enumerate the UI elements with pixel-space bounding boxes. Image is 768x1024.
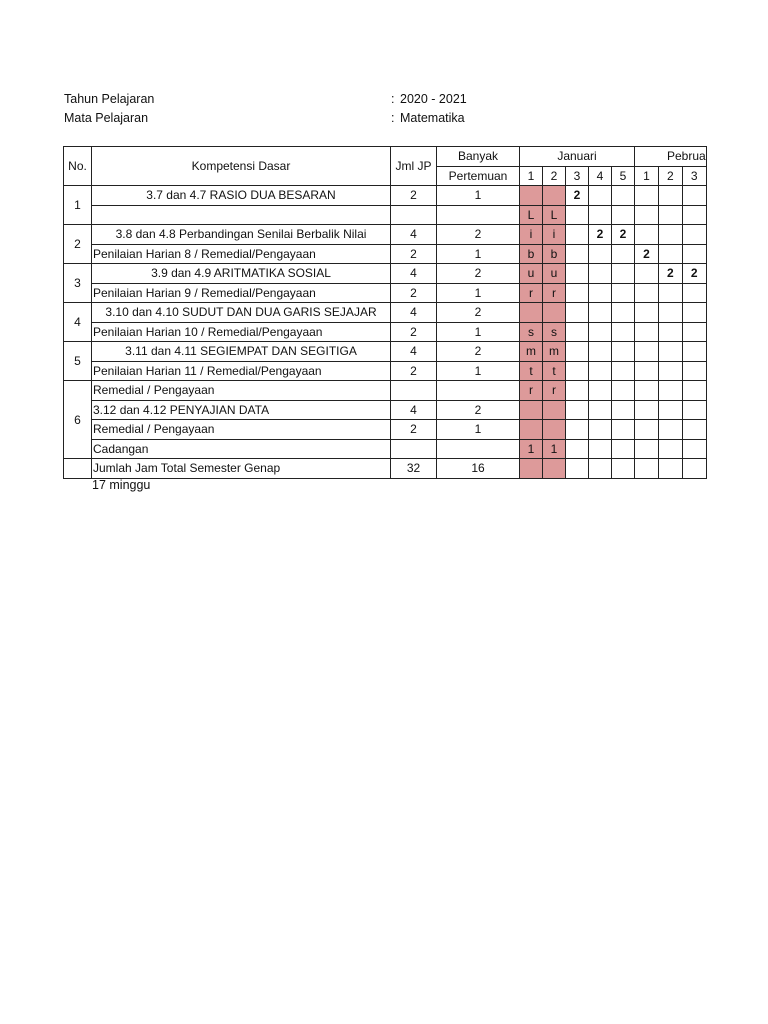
week-cell	[658, 439, 682, 459]
week-cell	[658, 420, 682, 440]
pertemuan-cell	[437, 381, 520, 401]
total-row	[64, 459, 707, 479]
row-number: 4	[64, 303, 92, 342]
kompetensi-cell: Penilaian Harian 9 / Remedial/Pengayaan	[92, 283, 391, 303]
week-cell	[635, 381, 659, 401]
week-cell	[612, 186, 635, 206]
year-label: Tahun Pelajaran	[64, 92, 155, 106]
week-cell	[612, 322, 635, 342]
pertemuan-cell: 2	[437, 225, 520, 245]
holiday-week-cell: s	[520, 322, 543, 342]
kompetensi-cell: 3.8 dan 4.8 Perbandingan Senilai Berbalik Nilai	[92, 225, 391, 245]
holiday-week-cell: 1	[520, 439, 543, 459]
table-row	[64, 361, 707, 381]
week-cell: 2	[612, 225, 635, 245]
week-cell	[635, 264, 659, 284]
holiday-week-cell	[520, 459, 543, 479]
table-row	[64, 186, 707, 206]
week-cell	[566, 225, 589, 245]
week-cell	[589, 459, 612, 479]
week-cell	[682, 186, 706, 206]
holiday-week-cell: r	[520, 381, 543, 401]
table-row	[64, 420, 707, 440]
jp-cell	[391, 439, 437, 459]
week-cell	[658, 244, 682, 264]
holiday-week-cell: r	[543, 381, 566, 401]
row-number	[64, 459, 92, 479]
week-cell	[612, 439, 635, 459]
week-cell	[566, 439, 589, 459]
week-cell	[658, 283, 682, 303]
week-cell	[635, 303, 659, 323]
jp-cell: 2	[391, 244, 437, 264]
week-cell	[682, 322, 706, 342]
week-cell	[589, 342, 612, 362]
jp-cell: 2	[391, 283, 437, 303]
week-cell	[612, 244, 635, 264]
kompetensi-cell	[92, 205, 391, 225]
kompetensi-cell: Cadangan	[92, 439, 391, 459]
holiday-week-cell: t	[543, 361, 566, 381]
kompetensi-cell: 3.9 dan 4.9 ARITMATIKA SOSIAL	[92, 264, 391, 284]
week-cell	[682, 205, 706, 225]
week-cell	[566, 322, 589, 342]
week-cell	[658, 322, 682, 342]
pertemuan-cell: 2	[437, 264, 520, 284]
week-cell	[635, 342, 659, 362]
week-cell	[566, 420, 589, 440]
kompetensi-cell: 3.12 dan 4.12 PENYAJIAN DATA	[92, 400, 391, 420]
col-pertemuan-header: Pertemuan	[437, 166, 520, 186]
week-cell	[635, 439, 659, 459]
week-cell	[566, 244, 589, 264]
holiday-week-cell	[543, 186, 566, 206]
week-cell	[635, 186, 659, 206]
week-cell	[612, 381, 635, 401]
holiday-week-cell	[520, 303, 543, 323]
holiday-week-cell: u	[520, 264, 543, 284]
pertemuan-cell: 1	[437, 186, 520, 206]
week-cell	[635, 205, 659, 225]
week-cell	[682, 283, 706, 303]
week-header: 3	[566, 166, 589, 186]
table-row	[64, 381, 707, 401]
jp-cell: 4	[391, 400, 437, 420]
pertemuan-cell: 1	[437, 244, 520, 264]
week-cell: 2	[682, 264, 706, 284]
week-cell	[682, 459, 706, 479]
table-row	[64, 400, 707, 420]
week-cell	[566, 205, 589, 225]
week-cell	[682, 225, 706, 245]
week-cell	[589, 244, 612, 264]
week-cell	[589, 381, 612, 401]
week-cell: 2	[658, 264, 682, 284]
row-number: 6	[64, 381, 92, 459]
jp-cell: 4	[391, 264, 437, 284]
week-cell	[658, 342, 682, 362]
week-cell	[658, 205, 682, 225]
jp-cell: 4	[391, 303, 437, 323]
jp-cell: 4	[391, 342, 437, 362]
holiday-week-cell: L	[543, 205, 566, 225]
week-cell	[612, 361, 635, 381]
week-header: 2	[543, 166, 566, 186]
kompetensi-cell: Penilaian Harian 10 / Remedial/Pengayaan	[92, 322, 391, 342]
week-cell	[589, 439, 612, 459]
week-cell	[635, 420, 659, 440]
year-value: 2020 - 2021	[400, 92, 467, 106]
week-header: 1	[520, 166, 543, 186]
week-header: 4	[589, 166, 612, 186]
month-february: Pebrua	[635, 147, 707, 167]
holiday-week-cell: i	[520, 225, 543, 245]
col-banyak-header: Banyak	[437, 147, 520, 167]
table-row	[64, 303, 707, 323]
kompetensi-cell: Remedial / Pengayaan	[92, 381, 391, 401]
row-number: 5	[64, 342, 92, 381]
week-cell	[589, 420, 612, 440]
jp-cell	[391, 205, 437, 225]
week-cell	[589, 400, 612, 420]
table-row	[64, 322, 707, 342]
week-cell	[682, 361, 706, 381]
pertemuan-cell: 2	[437, 400, 520, 420]
holiday-week-cell: r	[520, 283, 543, 303]
week-cell	[658, 400, 682, 420]
jp-cell: 4	[391, 225, 437, 245]
table-row	[64, 342, 707, 362]
week-cell	[682, 400, 706, 420]
holiday-week-cell	[520, 186, 543, 206]
pertemuan-cell	[437, 205, 520, 225]
week-cell	[612, 264, 635, 284]
week-cell	[682, 439, 706, 459]
table-row	[64, 283, 707, 303]
pertemuan-cell	[437, 439, 520, 459]
week-cell	[635, 400, 659, 420]
week-header: 3	[682, 166, 706, 186]
week-cell	[658, 381, 682, 401]
jp-cell: 32	[391, 459, 437, 479]
week-cell	[635, 361, 659, 381]
pertemuan-cell: 1	[437, 420, 520, 440]
week-cell	[682, 244, 706, 264]
pertemuan-cell: 2	[437, 342, 520, 362]
jp-cell	[391, 381, 437, 401]
week-cell	[682, 420, 706, 440]
week-cell	[589, 303, 612, 323]
week-cell	[589, 283, 612, 303]
week-cell	[612, 420, 635, 440]
pertemuan-cell: 2	[437, 303, 520, 323]
holiday-week-cell: u	[543, 264, 566, 284]
week-cell	[612, 205, 635, 225]
pertemuan-cell: 1	[437, 361, 520, 381]
holiday-week-cell: m	[543, 342, 566, 362]
holiday-week-cell: r	[543, 283, 566, 303]
holiday-week-cell	[543, 459, 566, 479]
col-no-header: No.	[64, 147, 92, 186]
holiday-week-cell	[520, 400, 543, 420]
year-colon: :	[391, 92, 395, 106]
week-cell	[589, 205, 612, 225]
week-header: 5	[612, 166, 635, 186]
week-cell	[682, 303, 706, 323]
kompetensi-cell: Penilaian Harian 11 / Remedial/Pengayaan	[92, 361, 391, 381]
week-header: 2	[658, 166, 682, 186]
holiday-week-cell	[543, 420, 566, 440]
week-cell	[612, 342, 635, 362]
col-kd-header: Kompetensi Dasar	[92, 147, 391, 186]
week-cell	[612, 283, 635, 303]
col-jp-header: Jml JP	[391, 147, 437, 186]
week-cell: 2	[635, 244, 659, 264]
week-cell: 2	[589, 225, 612, 245]
week-header: 1	[635, 166, 659, 186]
schedule-table	[63, 146, 707, 479]
pertemuan-cell: 1	[437, 283, 520, 303]
header-row-1	[64, 147, 707, 167]
holiday-week-cell	[520, 420, 543, 440]
kompetensi-cell: Penilaian Harian 8 / Remedial/Pengayaan	[92, 244, 391, 264]
table-row	[64, 439, 707, 459]
week-cell	[635, 225, 659, 245]
subject-colon: :	[391, 111, 395, 125]
week-cell	[566, 400, 589, 420]
holiday-week-cell: L	[520, 205, 543, 225]
table-row	[64, 244, 707, 264]
week-cell	[566, 264, 589, 284]
week-cell	[589, 186, 612, 206]
week-cell	[682, 342, 706, 362]
month-january: Januari	[520, 147, 635, 167]
holiday-week-cell: t	[520, 361, 543, 381]
week-cell	[589, 322, 612, 342]
week-cell	[612, 459, 635, 479]
table-row	[64, 225, 707, 245]
week-cell	[589, 361, 612, 381]
week-cell	[566, 283, 589, 303]
week-cell	[566, 342, 589, 362]
pertemuan-cell: 16	[437, 459, 520, 479]
jp-cell: 2	[391, 322, 437, 342]
week-cell	[658, 361, 682, 381]
week-cell	[566, 361, 589, 381]
holiday-week-cell: m	[520, 342, 543, 362]
week-cell	[635, 283, 659, 303]
kompetensi-cell: Jumlah Jam Total Semester Genap	[92, 459, 391, 479]
kompetensi-cell: 3.10 dan 4.10 SUDUT DAN DUA GARIS SEJAJAR	[92, 303, 391, 323]
week-cell	[566, 459, 589, 479]
week-cell	[658, 186, 682, 206]
table-row	[64, 264, 707, 284]
week-cell	[589, 264, 612, 284]
week-cell	[635, 459, 659, 479]
holiday-week-cell	[543, 303, 566, 323]
jp-cell: 2	[391, 420, 437, 440]
subject-label: Mata Pelajaran	[64, 111, 149, 125]
week-cell	[566, 303, 589, 323]
week-cell	[658, 225, 682, 245]
table-row	[64, 205, 707, 225]
week-cell	[658, 303, 682, 323]
holiday-week-cell: s	[543, 322, 566, 342]
jp-cell: 2	[391, 186, 437, 206]
schedule-body	[64, 186, 707, 479]
footer-note: 17 minggu	[92, 478, 151, 492]
week-cell	[566, 381, 589, 401]
pertemuan-cell: 1	[437, 322, 520, 342]
week-cell	[658, 459, 682, 479]
holiday-week-cell: 1	[543, 439, 566, 459]
week-cell	[682, 381, 706, 401]
holiday-week-cell	[543, 400, 566, 420]
week-cell	[612, 400, 635, 420]
row-number: 1	[64, 186, 92, 225]
schedule-table-wrapper	[63, 146, 768, 506]
jp-cell: 2	[391, 361, 437, 381]
row-number: 3	[64, 264, 92, 303]
holiday-week-cell: i	[543, 225, 566, 245]
week-cell	[635, 322, 659, 342]
holiday-week-cell: b	[520, 244, 543, 264]
kompetensi-cell: 3.11 dan 4.11 SEGIEMPAT DAN SEGITIGA	[92, 342, 391, 362]
week-cell	[612, 303, 635, 323]
kompetensi-cell: Remedial / Pengayaan	[92, 420, 391, 440]
holiday-week-cell: b	[543, 244, 566, 264]
subject-value: Matematika	[400, 111, 465, 125]
week-cell: 2	[566, 186, 589, 206]
kompetensi-cell: 3.7 dan 4.7 RASIO DUA BESARAN	[92, 186, 391, 206]
row-number: 2	[64, 225, 92, 264]
